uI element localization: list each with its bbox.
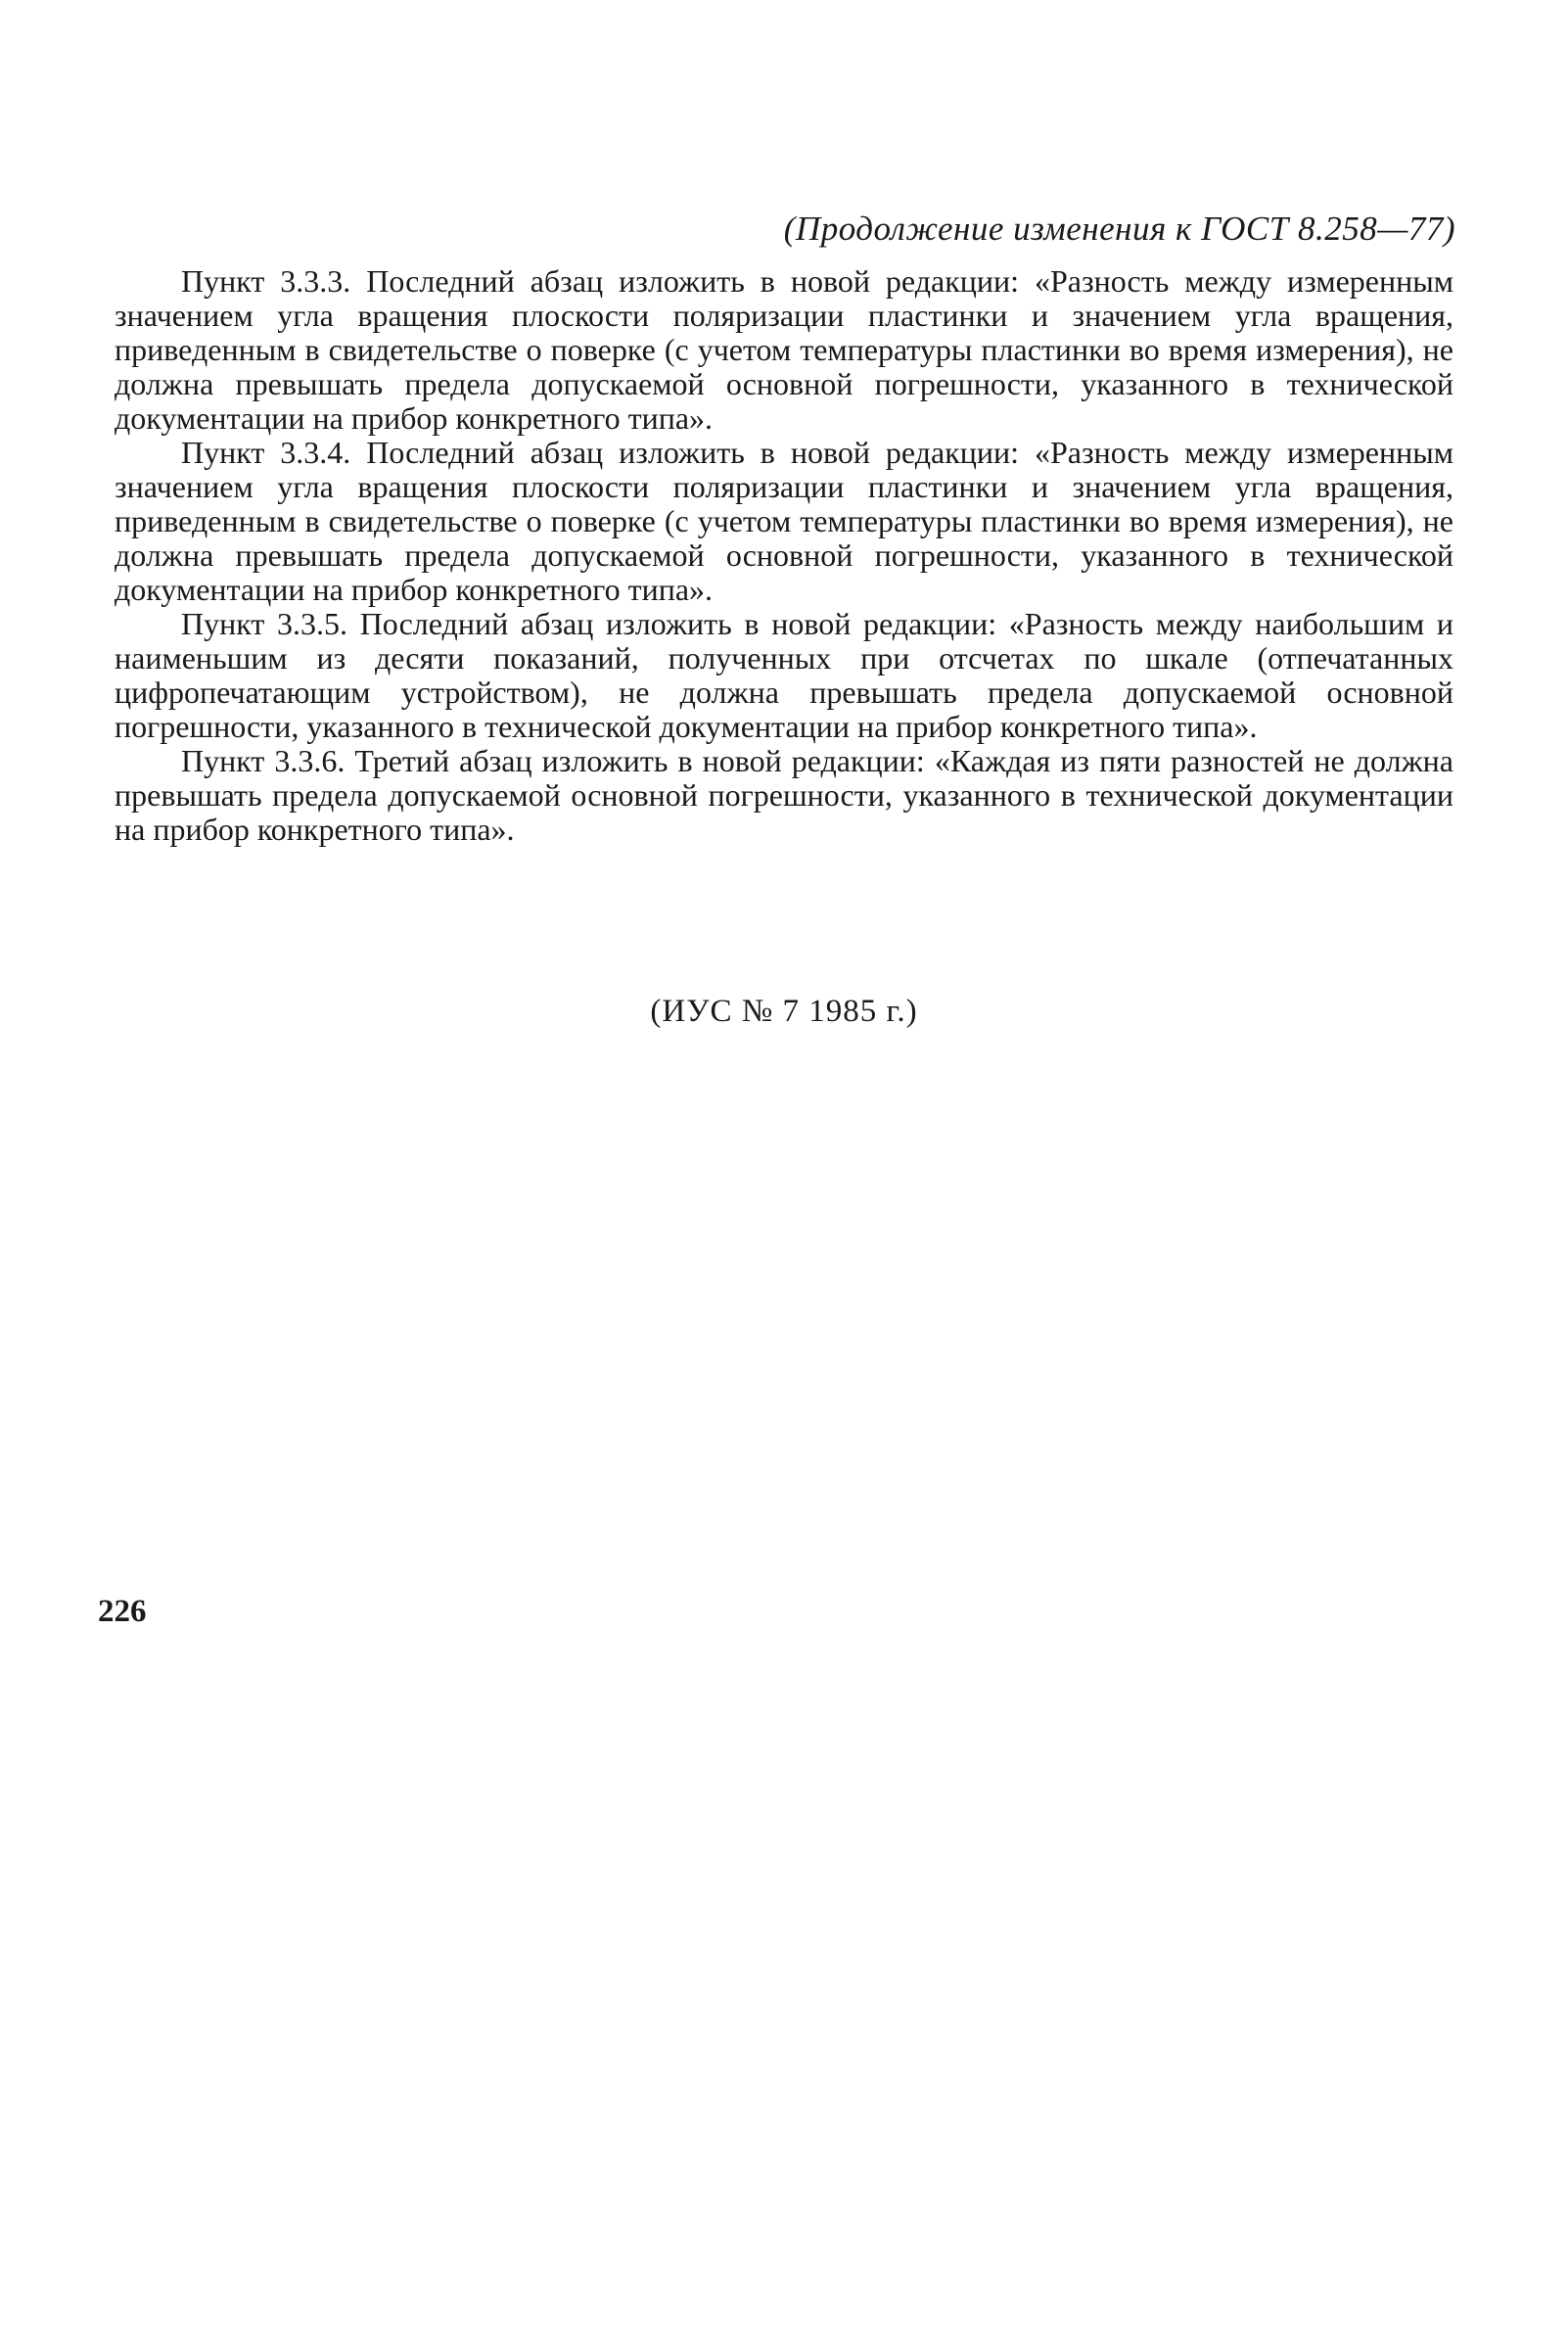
amendment-paragraph-3-3-4: [115, 436, 1453, 607]
page-number: 226: [98, 1594, 147, 1629]
continuation-header: (Продолжение изменения к ГОСТ 8.258—77): [783, 210, 1455, 248]
paragraph-text: Пункт 3.3.5. Последний абзац изложить в новой редакции: «Разность между наибольшим и наименьшим из десяти показаний, полученных при отсчетах по шкале (отпечатанных цифропечатающим устройством), не должна превышать предела допускаемой основной погрешности, указанного в технической документации на прибор конкретного типа».: [115, 606, 1453, 744]
source-reference: (ИУС № 7 1985 г.): [650, 994, 918, 1029]
paragraph-text: Пункт 3.3.6. Третий абзац изложить в новой редакции: «Каждая из пяти разностей не должна превышать предела допускаемой основной погрешности, указанного в технической документации на прибор конкретного типа».: [115, 743, 1453, 847]
paragraph-text: Пункт 3.3.3. Последний абзац изложить в новой редакции: «Разность между измеренным значением угла вращения плоскости поляризации пластинки и значением угла вращения, приведенным в свидетельстве о поверке (с учетом температуры пластинки во время измерения), не должна превышать предела допускаемой основной погрешности, указанного в технической документации на прибор конкретного типа».: [115, 263, 1453, 436]
paragraph-text: Пункт 3.3.4. Последний абзац изложить в новой редакции: «Разность между измеренным значением угла вращения плоскости поляризации пластинки и значением угла вращения, приведенным в свидетельстве о поверке (с учетом температуры пластинки во время измерения), не должна превышать предела допускаемой основной погрешности, указанного в технической документации на прибор конкретного типа».: [115, 435, 1453, 607]
amendment-paragraph-3-3-6: [115, 744, 1453, 847]
amendment-paragraph-3-3-3: [115, 264, 1453, 436]
amendment-body: [115, 263, 1453, 847]
amendment-paragraph-3-3-5: [115, 607, 1453, 744]
